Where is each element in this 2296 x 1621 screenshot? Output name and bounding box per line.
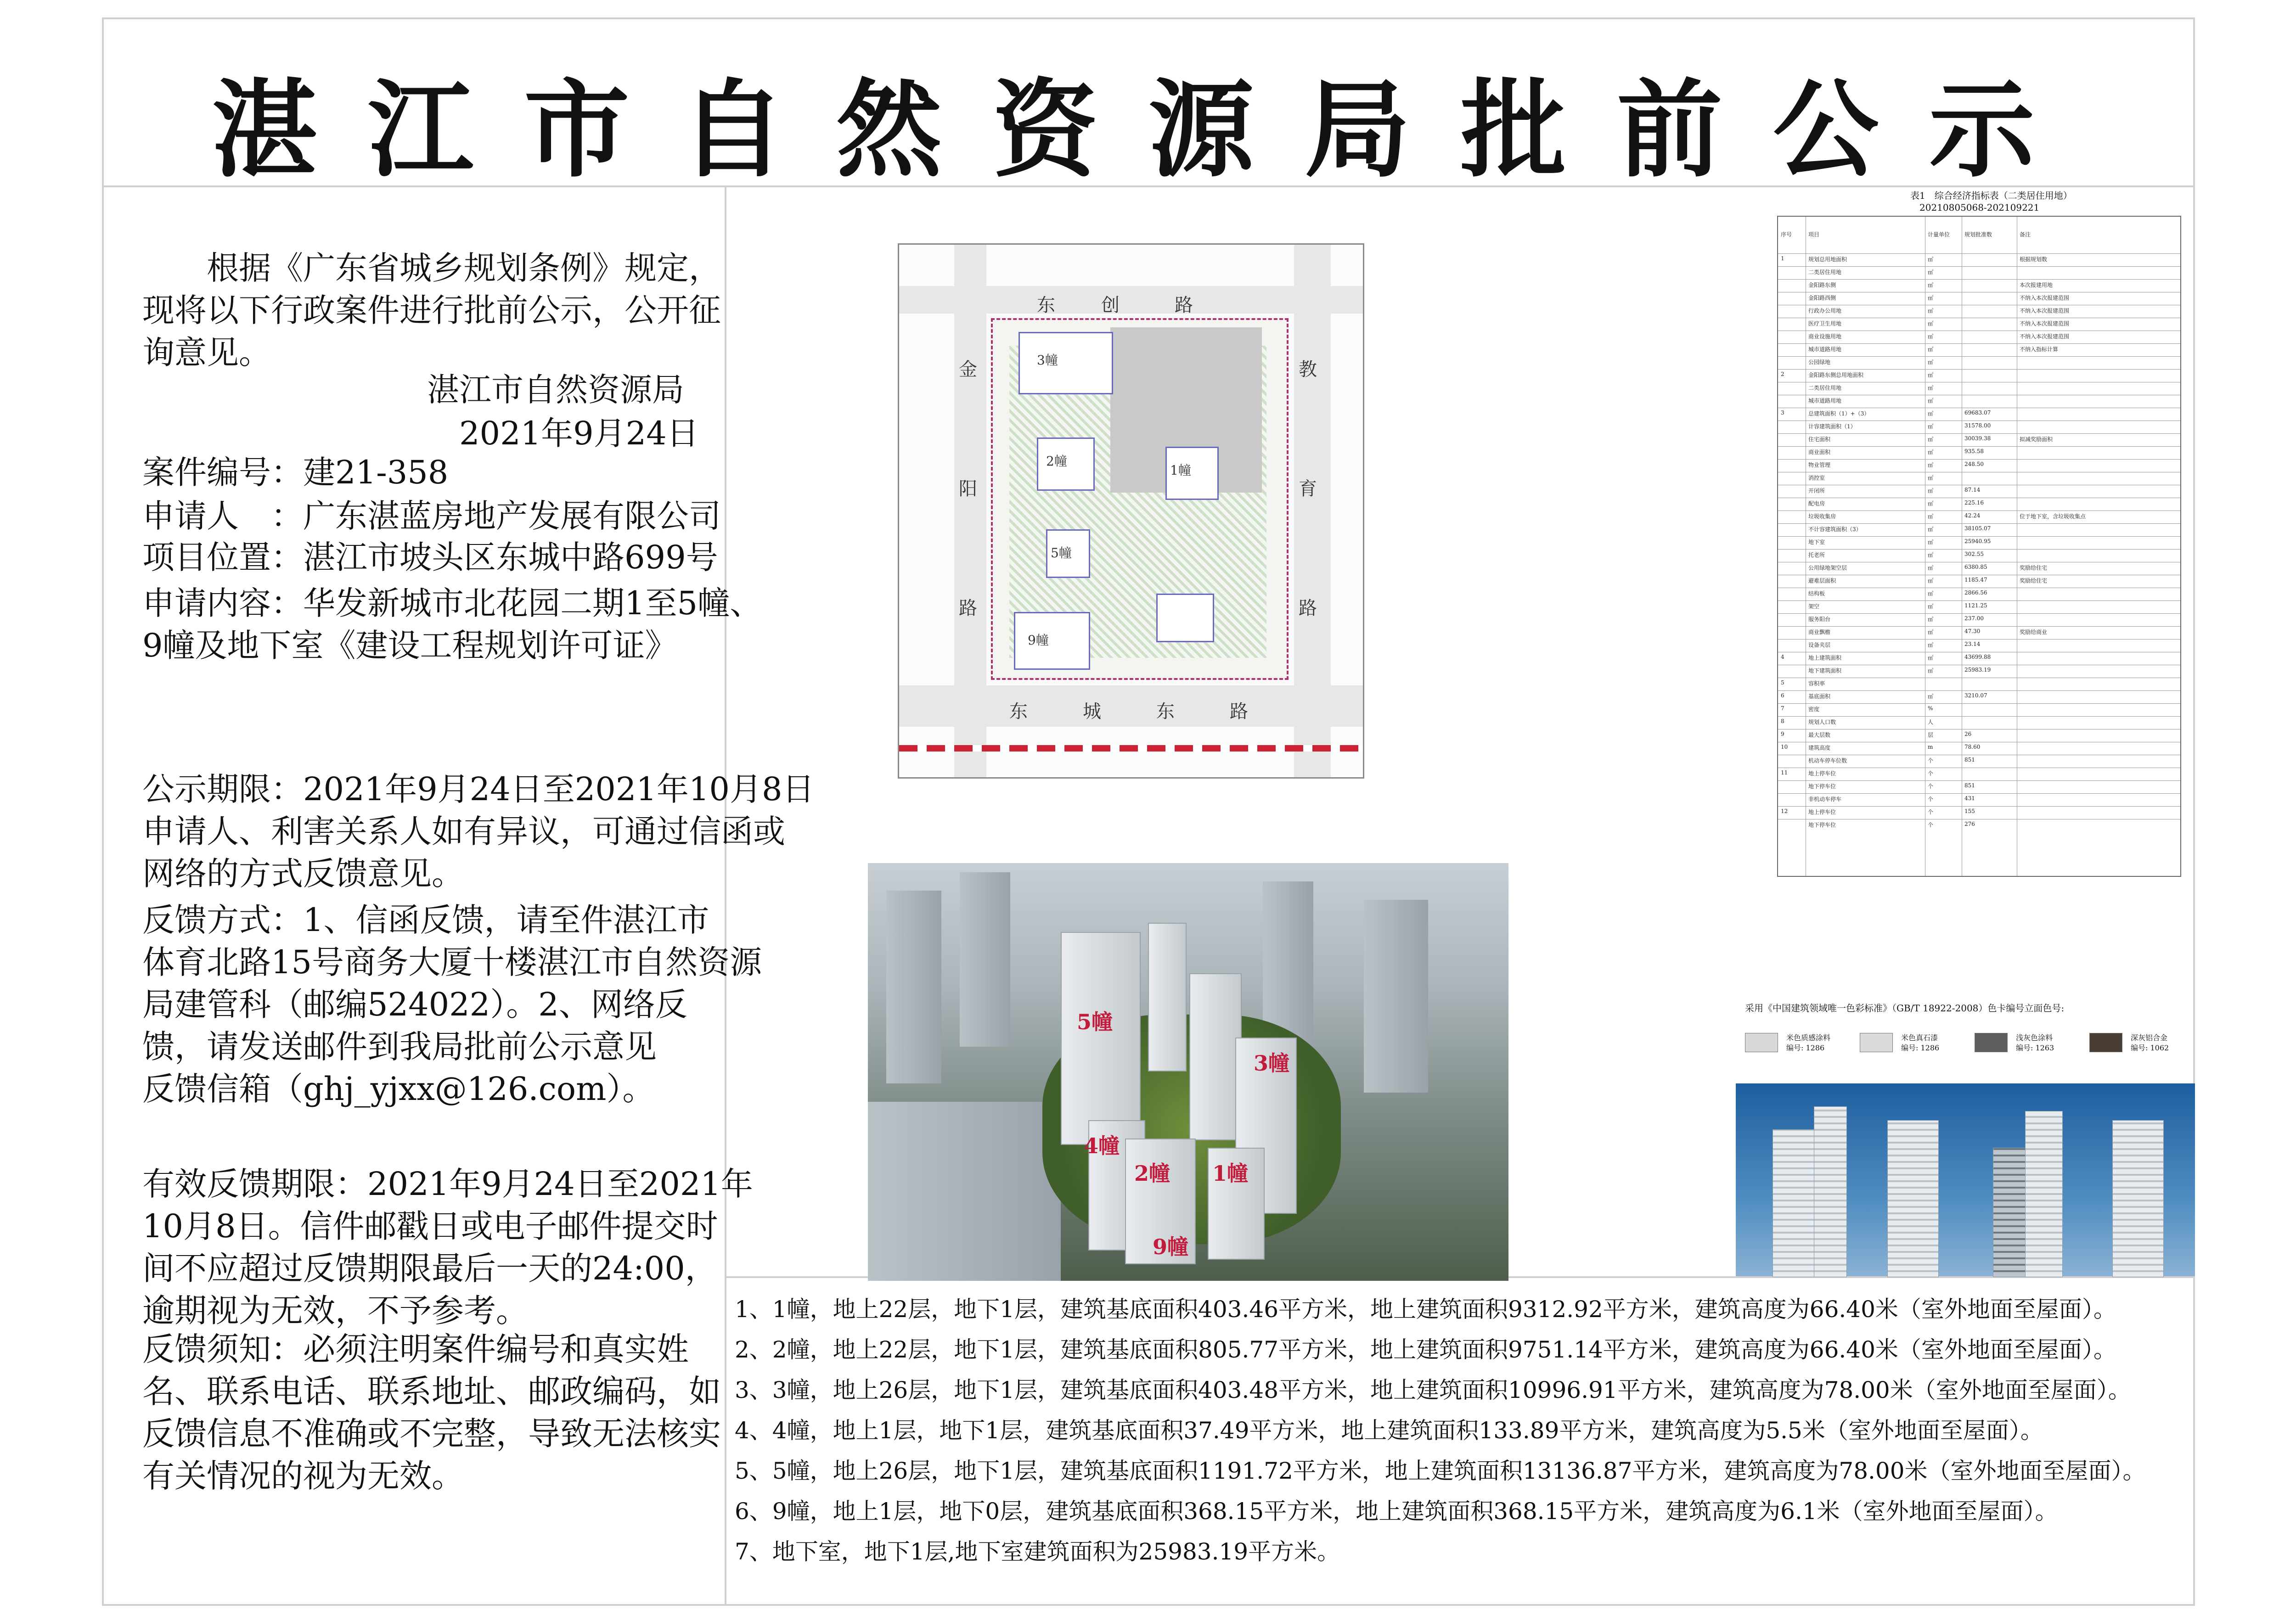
table-row [1778, 433, 2180, 447]
render-tower [1148, 923, 1187, 1071]
table-cell: ㎡ [1928, 282, 1934, 288]
table-cell: 11 [1781, 769, 1788, 776]
table-cell: m [1928, 744, 1933, 750]
table-cell: 总建筑面积（1）+（3） [1808, 410, 1870, 417]
notice-content-line: 申请内容：华发新城市北花园二期1至5幢、 [142, 584, 762, 622]
aerial-rendering [868, 863, 1508, 1281]
table-cell: 个 [1928, 757, 1934, 764]
table-cell: 住宅面积 [1808, 436, 1831, 443]
elevation-tower [2112, 1120, 2164, 1277]
table-cell: 本次报建用地 [2020, 282, 2053, 288]
table-row [1778, 639, 2180, 652]
table-row [1778, 459, 2180, 472]
table-row [1778, 613, 2180, 627]
notice-intro-line: 根据《广东省城乡规划条例》规定， [142, 249, 721, 287]
table-cell: 43699.88 [1964, 654, 1991, 660]
table-cell: 42.24 [1964, 512, 1981, 519]
table-cell: ㎡ [1928, 256, 1934, 263]
color-swatch-code: 编号: 1286 [1901, 1043, 1940, 1052]
table-cell: 行政办公用地 [1808, 308, 1842, 314]
table-cell: 38105.07 [1964, 525, 1991, 532]
plan-building-label: 1幢 [1170, 463, 1191, 478]
notice-content-line: 9幢及地下室《建设工程规划许可证》 [142, 627, 677, 664]
table-cell: 公园绿地 [1808, 359, 1831, 365]
table-row [1778, 485, 2180, 498]
table-cell: 69683.07 [1964, 409, 1991, 416]
table-row [1778, 292, 2180, 305]
render-label: 3幢 [1254, 1051, 1290, 1076]
notice-notice-line: 反馈信息不准确或不完整，导致无法核实 [142, 1415, 721, 1453]
table-cell: 10 [1781, 744, 1788, 750]
table-cell: 不纳入本次报建范围 [2020, 308, 2070, 314]
table-row [1778, 549, 2180, 562]
table-row [1778, 343, 2180, 357]
table-cell: 地下停车位 [1808, 783, 1836, 790]
table-cell: 225.16 [1964, 499, 1984, 506]
table-cell: 个 [1928, 783, 1934, 790]
table-header-cell: 项目 [1808, 231, 1820, 238]
table-cell: 个 [1928, 770, 1934, 777]
table-cell: 层 [1928, 732, 1934, 738]
table-cell: 地下停车位 [1808, 822, 1836, 828]
table-title: 表1 综合经济指标表（二类居住用地） [1910, 190, 2072, 201]
table-cell: 基底面积 [1808, 693, 1831, 700]
plan-road-label: 路 [959, 598, 977, 619]
table-row [1778, 690, 2180, 704]
table-cell: 6380.85 [1964, 564, 1987, 570]
color-swatch-name: 米色质感涂料 [1786, 1033, 1831, 1042]
notice-notice-line: 反馈须知：必须注明案件编号和真实姓 [142, 1330, 689, 1368]
notice-notice-line: 有关情况的视为无效。 [142, 1457, 464, 1495]
table-row [1778, 279, 2180, 292]
table-cell: 935.58 [1964, 448, 1984, 454]
table-cell: 851 [1964, 782, 1975, 789]
table-row [1778, 266, 2180, 280]
table-cell: 不计容建筑面积（3） [1808, 526, 1862, 533]
render-office-block [868, 1102, 1061, 1281]
table-cell: 个 [1928, 822, 1934, 828]
notice-intro-line: 询意见。 [142, 334, 271, 371]
table-cell: 7 [1781, 705, 1784, 712]
table-row [1778, 318, 2180, 331]
notice-valid-line: 有效反馈期限：2021年9月24日至2021年 [142, 1165, 753, 1203]
table-cell: 851 [1964, 757, 1975, 763]
building-item: 7、地下室，地下1层,地下室建筑面积为25983.19平方米。 [735, 1538, 1340, 1565]
table-cell: 计容建筑面积（1） [1808, 423, 1856, 430]
table-cell: 服务阳台 [1808, 616, 1831, 623]
table-cell: 商业设施用地 [1808, 333, 1842, 340]
table-cell: 不纳入本次报建范围 [2020, 333, 2070, 340]
table-cell: 垃圾收集房 [1808, 513, 1836, 520]
table-cell: 二类居住用地 [1808, 269, 1842, 275]
table-cell: 城市道路用地 [1808, 346, 1842, 353]
table-cell: 最大层数 [1808, 732, 1831, 738]
table-cell: 12 [1781, 808, 1788, 814]
table-cell: ㎡ [1928, 603, 1934, 610]
table-cell: ㎡ [1928, 578, 1934, 584]
table-cell: ㎡ [1928, 642, 1934, 648]
table-row [1778, 626, 2180, 639]
elevation-tower [1814, 1106, 1847, 1277]
table-cell: 3 [1781, 409, 1784, 416]
render-background-tower [1364, 900, 1428, 1093]
table-row [1778, 703, 2180, 717]
notice-period-line: 公示期限：2021年9月24日至2021年10月8日 [142, 770, 815, 808]
building-item: 5、5幢，地上26层，地下1层，建筑基底面积1191.72平方米，地上建筑面积13136.87平方米，建筑高度为78.00米（室外地面至屋面）。 [735, 1458, 2146, 1484]
building-item: 4、4幢，地上1层，地下1层，建筑基底面积37.49平方米，地上建筑面积133.89平方米，建筑高度为5.5米（室外地面至屋面）。 [735, 1417, 2043, 1444]
table-cell: % [1928, 705, 1933, 712]
table-cell: 配电房 [1808, 500, 1825, 507]
plan-road-label: 阳 [959, 478, 977, 499]
table-cell: ㎡ [1928, 333, 1934, 340]
table-cell: 2866.56 [1964, 589, 1987, 596]
table-cell: 431 [1964, 795, 1975, 802]
plan-building-label: 3幢 [1037, 353, 1058, 368]
table-cell: 8 [1781, 718, 1784, 724]
table-header-row [1778, 217, 2180, 253]
table-cell: 拟减奖励面积 [2020, 436, 2053, 443]
table-cell: ㎡ [1928, 667, 1934, 674]
elevation-tower [1773, 1129, 1815, 1277]
notice-case-no: 案件编号：建21-358 [142, 454, 449, 491]
render-background-tower [960, 872, 1010, 1047]
table-cell: ㎡ [1928, 269, 1934, 275]
table-cell: 容积率 [1808, 680, 1825, 687]
table-cell: 地上停车位 [1808, 809, 1836, 815]
table-cell: 公用绿地架空层 [1808, 565, 1847, 571]
table-cell: 金阳路西侧 [1808, 295, 1836, 301]
render-label: 9幢 [1153, 1234, 1189, 1259]
table-cell: ㎡ [1928, 462, 1934, 468]
color-swatch-name: 浅灰色涂料 [2016, 1033, 2053, 1042]
table-cell: 9 [1781, 731, 1784, 737]
notice-issuer: 湛江市自然资源局 [427, 371, 684, 409]
plan-road-label: 金 [959, 359, 977, 380]
table-cell: 设备夹层 [1808, 642, 1831, 648]
table-cell: ㎡ [1928, 629, 1934, 635]
table-cell: 规划人口数 [1808, 719, 1836, 725]
table-cell: ㎡ [1928, 359, 1934, 365]
plan-road-label: 路 [1175, 295, 1193, 316]
table-cell: 奖励给住宅 [2020, 578, 2048, 584]
table-row [1778, 408, 2180, 421]
table-cell: ㎡ [1928, 513, 1934, 520]
table-row [1778, 523, 2180, 537]
table-cell: ㎡ [1928, 423, 1934, 430]
elevation-caption: 采用《中国建筑领域唯一色彩标准》（GB/T 18922-2008）色卡编号立面色号: [1745, 1003, 2065, 1014]
color-swatch-code: 编号: 1263 [2016, 1043, 2054, 1052]
notice-method-line: 馈，请发送邮件到我局批前公示意见 [142, 1028, 657, 1066]
table-cell: 商业飘檐 [1808, 629, 1831, 635]
table-cell: ㎡ [1928, 526, 1934, 533]
table-cell: ㎡ [1928, 693, 1934, 700]
table-cell: 地上停车位 [1808, 770, 1836, 777]
table-cell: ㎡ [1928, 565, 1934, 571]
table-cell: 25940.95 [1964, 538, 1991, 544]
table-cell: 个 [1928, 809, 1934, 815]
table-cell: 奖励给住宅 [2020, 565, 2048, 571]
table-cell: 87.14 [1964, 487, 1981, 493]
plan-building-label: 9幢 [1028, 633, 1049, 648]
notice-notice-line: 名、联系电话、联系地址、邮政编码，如 [142, 1373, 721, 1410]
color-swatch-code: 编号: 1062 [2131, 1043, 2169, 1052]
table-cell: 规划总用地面积 [1808, 256, 1847, 263]
table-header-cell: 序号 [1781, 231, 1792, 238]
table-cell: 地上建筑面积 [1808, 655, 1842, 661]
color-swatch-name: 深灰铝合金 [2131, 1033, 2168, 1042]
plan-road-label: 路 [1230, 701, 1248, 722]
table-cell: 医疗卫生用地 [1808, 320, 1842, 327]
table-cell: ㎡ [1928, 320, 1934, 327]
table-row [1778, 305, 2180, 318]
plan-building-9 [1014, 612, 1090, 670]
table-cell: 155 [1964, 808, 1975, 814]
table-cell: 6 [1781, 692, 1784, 699]
table-cell: 架空 [1808, 603, 1820, 610]
table-row [1778, 793, 2180, 807]
table-row [1778, 575, 2180, 588]
table-row [1778, 446, 2180, 460]
table-cell: 1121.25 [1964, 602, 1987, 609]
table-cell: ㎡ [1928, 449, 1934, 455]
elevation-tower [2025, 1111, 2063, 1277]
plan-rail-line [899, 745, 1363, 752]
table-cell: 个 [1928, 796, 1934, 802]
color-swatch-code: 编号: 1286 [1786, 1043, 1825, 1052]
plan-road-label: 城 [1083, 701, 1101, 722]
render-label: 4幢 [1084, 1133, 1120, 1158]
table-cell: 47.30 [1964, 628, 1981, 634]
table-cell: 3210.07 [1964, 692, 1987, 699]
color-swatch [2089, 1033, 2122, 1052]
table-cell: ㎡ [1928, 616, 1934, 623]
table-header-cell: 计量单位 [1928, 231, 1950, 238]
notice-period-line: 网络的方式反馈意见。 [142, 855, 464, 892]
table-cell: ㎡ [1928, 590, 1934, 597]
table-cell: 1185.47 [1964, 577, 1987, 583]
table-cell: 人 [1928, 719, 1934, 725]
table-cell: ㎡ [1928, 346, 1934, 353]
table-cell: ㎡ [1928, 385, 1934, 391]
notice-method-line: 反馈信箱（ghj_yjxx@126.com）。 [142, 1070, 655, 1108]
table-subtitle: 20210805068-202109221 [1919, 202, 2040, 213]
plan-road-label: 东 [1156, 701, 1175, 722]
plan-road-label: 东 [1037, 295, 1055, 316]
table-cell: 31578.00 [1964, 422, 1991, 429]
plan-road-label: 路 [1299, 598, 1317, 619]
color-swatch [1860, 1033, 1893, 1052]
table-row [1778, 472, 2180, 485]
table-cell: 根据规划数 [2020, 256, 2048, 263]
render-label: 1幢 [1212, 1161, 1249, 1186]
table-row [1778, 382, 2180, 395]
notice-method-line: 反馈方式：1、信函反馈，请至件湛江市 [142, 901, 709, 939]
table-row [1778, 421, 2180, 434]
plan-road-label: 东 [1009, 701, 1028, 722]
table-cell: 4 [1781, 654, 1784, 660]
color-swatch-name: 米色真石漆 [1901, 1033, 1938, 1042]
economic-indicator-table [1777, 216, 2181, 877]
plan-building-label: 2幢 [1046, 454, 1067, 469]
table-cell: ㎡ [1928, 398, 1934, 404]
table-cell: 30039.38 [1964, 435, 1991, 442]
table-row [1778, 652, 2180, 665]
table-cell: 商业面积 [1808, 449, 1831, 455]
table-cell: 奖励给商业 [2020, 629, 2048, 635]
table-row [1778, 253, 2180, 267]
table-cell: 248.50 [1964, 461, 1984, 467]
table-cell: ㎡ [1928, 552, 1934, 558]
render-background-tower [1263, 881, 1313, 1047]
table-cell: 302.55 [1964, 551, 1984, 557]
building-item: 1、1幢，地上22层，地下1层，建筑基底面积403.46平方米，地上建筑面积9312.92平方米，建筑高度为66.40米（室外地面至屋面）。 [735, 1296, 2116, 1323]
table-cell: ㎡ [1928, 308, 1934, 314]
notice-valid-line: 10月8日。信件邮戳日或电子邮件提交时 [142, 1207, 718, 1245]
table-row [1778, 588, 2180, 601]
notice-method-line: 体育北路15号商务大厦十楼湛江市自然资源 [142, 943, 762, 981]
notice-valid-line: 逾期视为无效，不予参考。 [142, 1292, 528, 1329]
table-row [1778, 510, 2180, 524]
plan-road-west [954, 245, 986, 777]
table-row [1778, 562, 2180, 575]
table-cell: 托老所 [1808, 552, 1825, 558]
table-cell: 开闭所 [1808, 488, 1825, 494]
table-row [1778, 819, 2180, 832]
table-cell: 建筑高度 [1808, 745, 1831, 751]
table-row [1778, 768, 2180, 781]
table-row [1778, 780, 2180, 794]
table-cell: 23.14 [1964, 641, 1981, 647]
title-row [102, 17, 2195, 192]
elevation-drawing [1736, 1083, 2195, 1276]
table-cell: 金阳路东侧 [1808, 282, 1836, 288]
notice-date: 2021年9月24日 [459, 415, 699, 452]
table-cell: 物业管理 [1808, 462, 1831, 468]
table-cell: 地下建筑面积 [1808, 667, 1842, 674]
table-cell: ㎡ [1928, 295, 1934, 301]
render-tower-5 [1061, 932, 1141, 1145]
plan-building-3 [1019, 332, 1113, 394]
table-cell: ㎡ [1928, 372, 1934, 378]
table-cell: 机动车停车位数 [1808, 757, 1847, 764]
table-cell: 276 [1964, 821, 1975, 827]
color-swatch [1745, 1033, 1778, 1052]
table-cell: 结构板 [1808, 590, 1825, 597]
table-cell: 二类居住用地 [1808, 385, 1842, 391]
elevation-panel [1736, 992, 2195, 1276]
table-cell: 237.00 [1964, 615, 1984, 622]
plan-road-east [1294, 245, 1331, 777]
table-cell: 78.60 [1964, 744, 1981, 750]
table-cell: 25983.19 [1964, 667, 1991, 673]
notice-intro-line: 现将以下行政案件进行批前公示，公开征 [142, 292, 721, 329]
table-row [1778, 536, 2180, 550]
table-cell: ㎡ [1928, 410, 1934, 417]
table-cell: ㎡ [1928, 436, 1934, 443]
render-background-tower [886, 891, 941, 1083]
table-header-cell: 规划批准数 [1964, 231, 1992, 238]
color-swatch [1975, 1033, 2008, 1052]
render-label: 5幢 [1077, 1010, 1113, 1034]
building-item: 2、2幢，地上22层，地下1层，建筑基底面积805.77平方米，地上建筑面积9751.14平方米，建筑高度为66.40米（室外地面至屋面）。 [735, 1336, 2116, 1363]
table-row [1778, 716, 2180, 729]
table-row [1778, 755, 2180, 768]
table-cell: ㎡ [1928, 655, 1934, 661]
plan-road-label: 育 [1299, 478, 1317, 499]
table-cell: 消控室 [1808, 475, 1825, 481]
table-row [1778, 369, 2180, 382]
building-item: 6、9幢，地上1层，地下0层，建筑基底面积368.15平方米，地上建筑面积368.15平方米，建筑高度为6.1米（室外地面至屋面）。 [735, 1498, 2058, 1525]
plan-building-4 [1156, 594, 1214, 642]
notice-valid-line: 间不应超过反馈期限最后一天的24:00， [142, 1250, 717, 1287]
table-cell: 5 [1781, 679, 1784, 686]
notice-location: 项目位置：湛江市坡头区东城中路699号 [142, 538, 718, 576]
table-cell: ㎡ [1928, 488, 1934, 494]
table-row [1778, 729, 2180, 742]
table-row [1778, 498, 2180, 511]
table-cell: 不纳入本次报建范围 [2020, 295, 2070, 301]
table-cell: ㎡ [1928, 539, 1934, 545]
table-cell: 26 [1964, 731, 1972, 737]
table-row [1778, 806, 2180, 819]
notice-method-line: 局建管科（邮编524022）。2、网络反 [142, 986, 687, 1023]
table-cell: 位于地下室，含垃圾收集点 [2020, 513, 2086, 520]
plan-building-label: 5幢 [1051, 545, 1072, 561]
notice-applicant: 申请人 ：广东湛蓝房地产发展有限公司 [142, 497, 721, 535]
table-cell: 避难层面积 [1808, 578, 1836, 584]
table-cell: 不纳入指标计算 [2020, 346, 2059, 353]
table-cell: 金阳路东侧总用地面积 [1808, 372, 1864, 378]
plan-road-label: 教 [1299, 359, 1317, 380]
table-cell: 密度 [1808, 706, 1820, 712]
building-item: 3、3幢，地上26层，地下1层，建筑基底面积403.48平方米，地上建筑面积10996.91平方米，建筑高度为78.00米（室外地面至屋面）。 [735, 1377, 2131, 1403]
table-row [1778, 331, 2180, 344]
table-header-cell: 备注 [2020, 231, 2031, 238]
table-cell: ㎡ [1928, 475, 1934, 481]
table-row [1778, 678, 2180, 691]
plan-road-label: 创 [1101, 295, 1120, 316]
table-row [1778, 356, 2180, 370]
table-cell: ㎡ [1928, 500, 1934, 507]
table-row [1778, 665, 2180, 678]
elevation-tower [1993, 1148, 2026, 1277]
table-cell: 地下室 [1808, 539, 1825, 545]
table-cell: 非机动车停车 [1808, 796, 1842, 802]
table-row [1778, 600, 2180, 614]
render-tower [1189, 973, 1242, 1140]
table-row [1778, 395, 2180, 408]
table-row [1778, 742, 2180, 755]
site-plan [898, 243, 1364, 779]
elevation-tower [1887, 1120, 1939, 1277]
table-cell: 2 [1781, 371, 1784, 377]
table-cell: 1 [1781, 255, 1784, 262]
render-label: 2幢 [1134, 1161, 1171, 1186]
table-cell: 不纳入本次报建范围 [2020, 320, 2070, 327]
table-cell: 城市道路用地 [1808, 398, 1842, 404]
notice-period-line: 申请人、利害关系人如有异议，可通过信函或 [142, 813, 785, 850]
page-title: 湛江市自然资源局批前公示 [211, 69, 2085, 192]
